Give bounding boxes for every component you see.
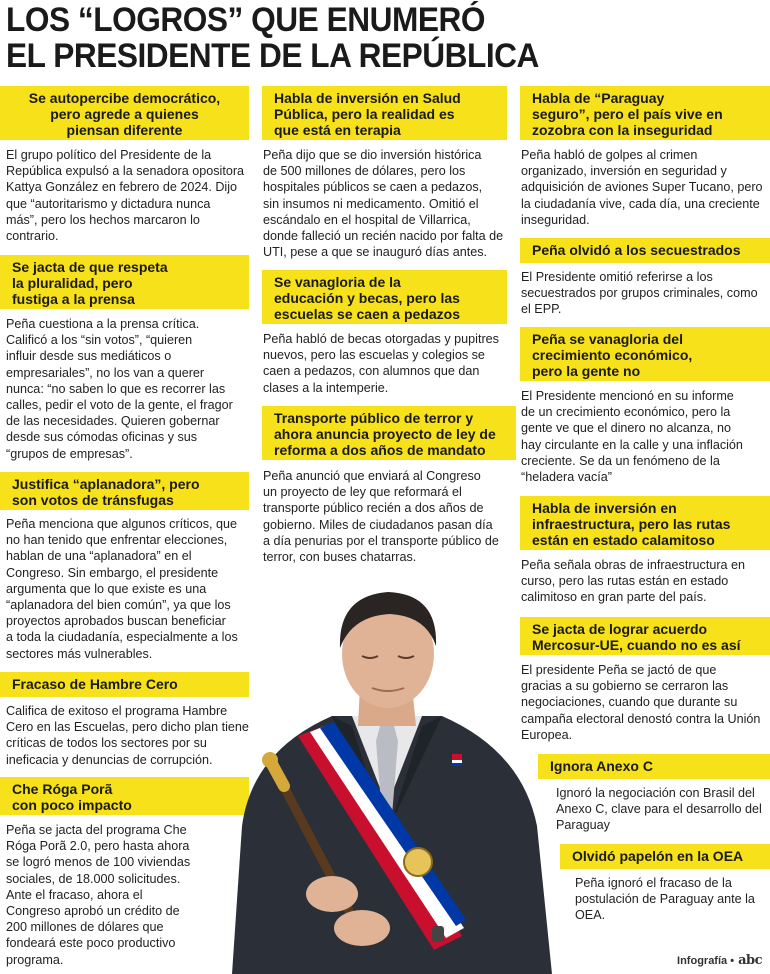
body-hambre-cero: Califica de exitoso el programa Hambre Cero en las Escuelas, pero dicho plan tiene críticas de todos los sectores por su ineficacia y denuncias de corrupción.: [6, 704, 249, 767]
page-title: [6, 2, 713, 74]
title-line-2: EL PRESIDENTE DE LA REPÚBLICA: [6, 37, 539, 75]
headline-salud: Habla de inversión en Salud Pública, pero la realidad es que está en terapia: [262, 86, 507, 140]
abc-logo: abc: [738, 953, 762, 968]
body-che-roga-pora: Peña se jacta del programa Che Róga Porã 2.0, pero hasta ahora se logró menos de 100 viviendas sociales, de 18.000 solicitudes. Ante el fracaso, ahora el Congreso aprobó un crédito de 200 millones de dólares que fondeará este poco productivo programa.: [6, 823, 191, 967]
headline-secuestrados: Peña olvidó a los secuestrados: [520, 238, 770, 263]
body-transporte: Peña anunció que enviará al Congreso un proyecto de ley que reformará el transporte público recién a dos años de gobierno. Miles de ciudadanos pasan día a día penurias por el transporte público de terror, con buses chatarras.: [263, 469, 499, 565]
headline-oea: Olvidó papelón en la OEA: [560, 844, 770, 869]
headline-mercosur: Se jacta de lograr acuerdo Mercosur-UE, cuando no es así: [520, 617, 770, 655]
headline-anexo-c: Ignora Anexo C: [538, 754, 770, 779]
body-pluralidad: Peña cuestiona a la prensa crítica. Calificó a los “sin votos”, “quieren influir desde sus mediáticos o empresariales”, no los van a querer nunca: “no saben lo que es recorrer las calles, pedir el voto de la gente, el fragor de las necesidades. Quieren gobernar desde sus cómodas oficinas y sus “grupos de empresas”.: [6, 317, 233, 461]
body-aplanadora: Peña menciona que algunos críticos, que no han tenido que enfrentar elecciones, hablan de una “aplanadora” en el Congreso. Sin embargo, el presidente argumenta que lo que existe es una “aplanadora del bien común”, ya que los proyectos aprobados buscan beneficiar a toda la ciudadanía, especialmente a los sectores más vulnerables.: [6, 517, 238, 661]
body-anexo-c: Ignoró la negociación con Brasil del Anexo C, clave para el desarrollo del Paraguay: [556, 786, 762, 833]
body-mercosur: El presidente Peña se jactó de que gracias a su gobierno se cerraron las negociaciones, cuando que durante su campaña electoral denostó contra la Unión Europea.: [521, 663, 761, 742]
headline-transporte: Transporte público de terror y ahora anuncia proyecto de ley de reforma a dos años de mandato: [262, 406, 516, 460]
credit-label: Infografía •: [677, 954, 735, 967]
body-crecimiento: El Presidente mencionó en su informe de un crecimiento económico, pero la gente ve que el dinero no alcanza, no hay circulante en la calle y una inflación creciente. Se da un fenómeno de la “heladera vacía”: [521, 389, 743, 485]
headline-aplanadora: Justifica “aplanadora”, pero son votos de tránsfugas: [0, 472, 249, 510]
headline-infraestructura: Habla de inversión en infraestructura, pero las rutas están en estado calamitoso: [520, 496, 770, 550]
body-salud: Peña dijo que se dio inversión histórica de 500 millones de dólares, pero los hospitales públicos se caen a pedazos, sin insumos ni medicamento. Omitió el escándalo en el hospital de Villarrica, donde falleció un recién nacido por falta de UTI, pese a que se inauguró días antes.: [263, 148, 504, 260]
president-photo: [212, 576, 562, 974]
headline-paraguay-seguro: Habla de “Paraguay seguro”, pero el país vive en zozobra con la inseguridad: [520, 86, 770, 140]
headline-democratico: Se autopercibe democrático, pero agrede a quienes piensan diferente: [0, 86, 249, 140]
headline-pluralidad: Se jacta de que respeta la pluralidad, pero fustiga a la prensa: [0, 255, 249, 309]
credit-line: [677, 953, 762, 968]
body-educacion: Peña habló de becas otorgadas y pupitres nuevos, pero las escuelas y colegios se caen a pedazos, con alumnos que dan clases a la intemperie.: [263, 332, 499, 395]
body-oea: Peña ignoró el fracaso de la postulación de Paraguay ante la OEA.: [575, 876, 755, 923]
body-democratico: El grupo político del Presidente de la República expulsó a la senadora opositora Kattya González en febrero de 2024. Dijo que “autoritarismo y dictadura nunca más”, pero los hechos marcaron lo contrario.: [6, 148, 245, 244]
headline-educacion: Se vanagloria de la educación y becas, pero las escuelas se caen a pedazos: [262, 270, 507, 324]
title-line-1: LOS “LOGROS” QUE ENUMERÓ: [6, 1, 485, 39]
headline-hambre-cero: Fracaso de Hambre Cero: [0, 672, 249, 697]
headline-che-roga-pora: Che Róga Porã con poco impacto: [0, 777, 249, 815]
body-infraestructura: Peña señala obras de infraestructura en curso, pero las rutas están en estado calimitoso en gran parte del país.: [521, 558, 746, 605]
headline-crecimiento: Peña se vanagloria del crecimiento económico, pero la gente no: [520, 327, 770, 381]
body-paraguay-seguro: Peña habló de golpes al crimen organizado, inversión en seguridad y adquisición de aviones Super Tucano, pero la ciudadanía vive, cada día, una creciente inseguridad.: [521, 148, 763, 227]
body-secuestrados: El Presidente omitió referirse a los secuestrados por grupos criminales, como el EPP.: [521, 270, 758, 317]
